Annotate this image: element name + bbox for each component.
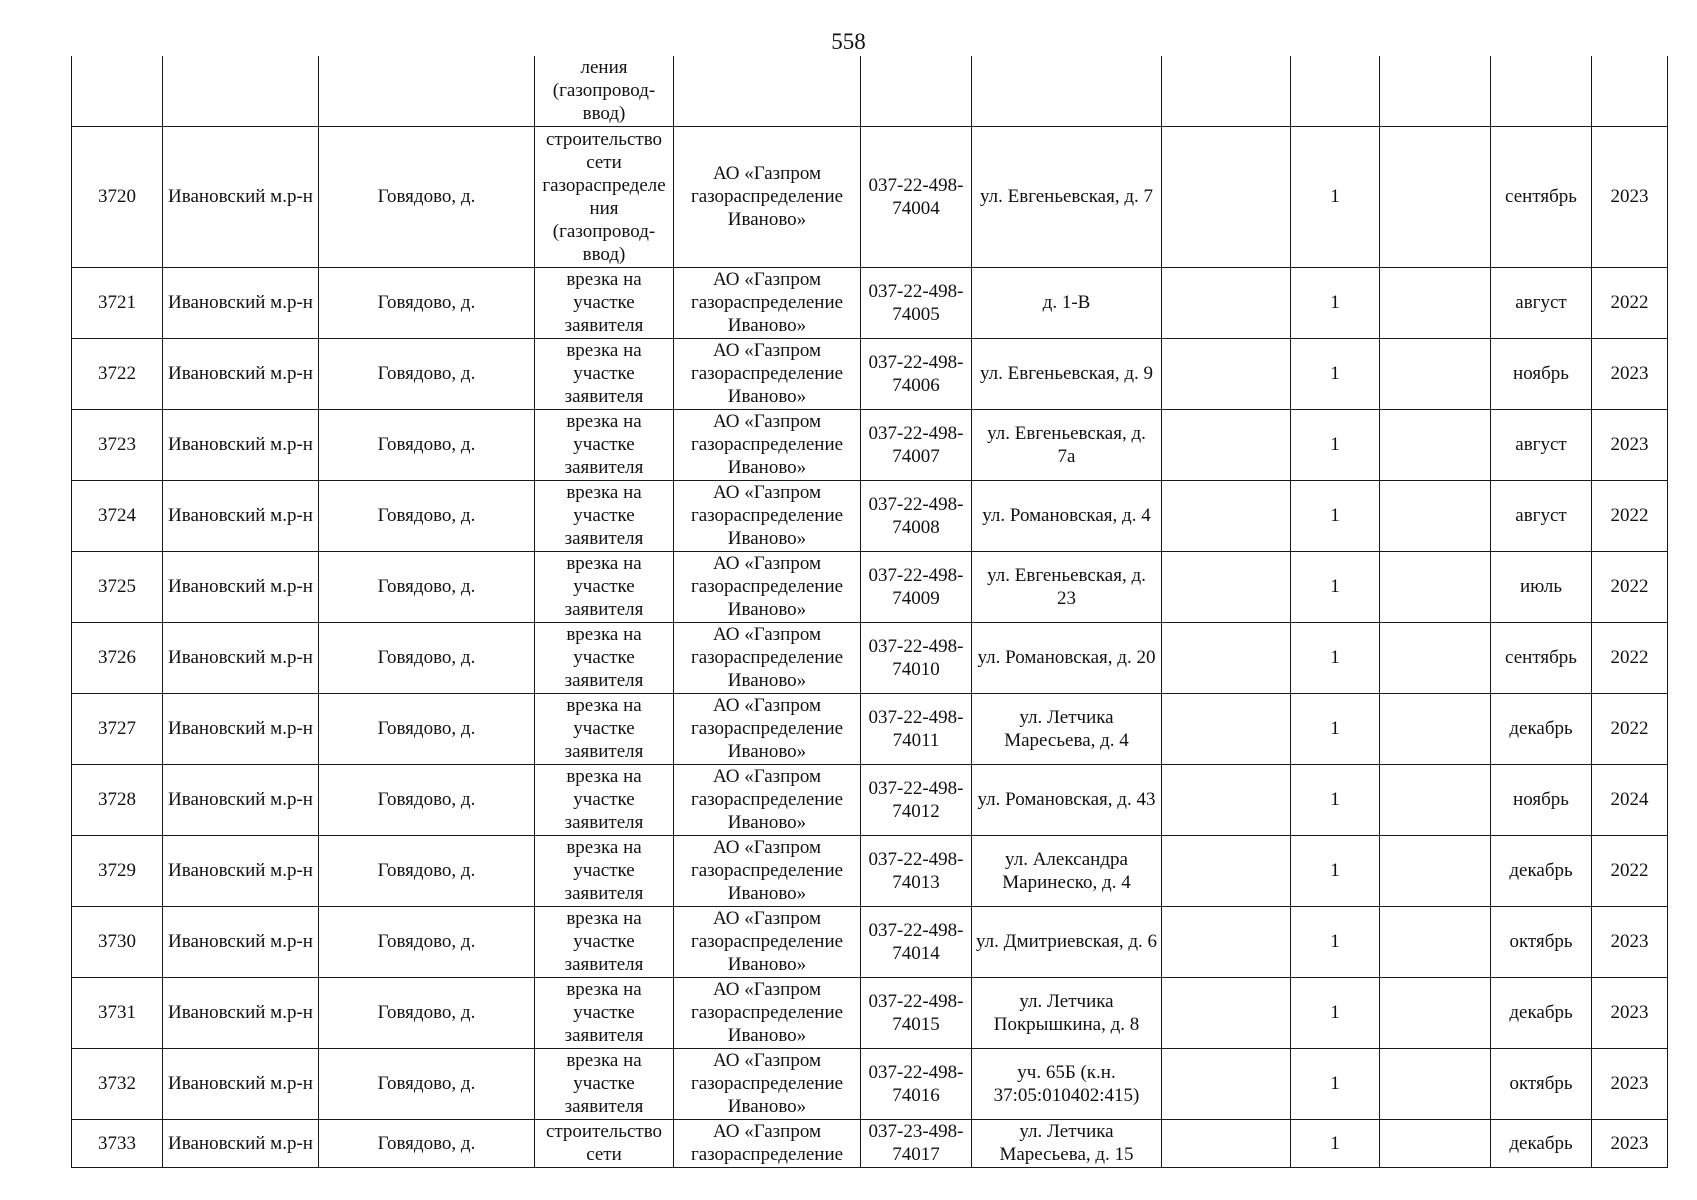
cell-num: 3722: [72, 338, 163, 409]
cell-district: Ивановский м.р-н: [163, 338, 319, 409]
cell-id: 037-22-498-74009: [861, 551, 972, 622]
cell-col10: [1380, 764, 1491, 835]
cell-org: АО «Газпром газораспределение Иваново»: [674, 126, 861, 267]
cell-district: Ивановский м.р-н: [163, 551, 319, 622]
cell-id: 037-22-498-74005: [861, 267, 972, 338]
cell-month: декабрь: [1491, 835, 1592, 906]
cell-district: Ивановский м.р-н: [163, 1119, 319, 1167]
cell-col8: [1162, 693, 1291, 764]
cell-col8: [1162, 267, 1291, 338]
cell-district: Ивановский м.р-н: [163, 126, 319, 267]
cell-locality: Говядово, д.: [319, 835, 535, 906]
cell-work-type: врезка на участке заявителя: [535, 693, 674, 764]
cell-org: АО «Газпром газораспределение Иваново»: [674, 835, 861, 906]
table-row: [72, 126, 1668, 267]
cell-month: декабрь: [1491, 693, 1592, 764]
cell-work-type: строительство сети газораспределения (газопровод-ввод): [535, 126, 674, 267]
cell-qty: 1: [1291, 409, 1380, 480]
cell-address: ул. Летчика Покрышкина, д. 8: [972, 977, 1162, 1048]
table-row: [72, 1048, 1668, 1119]
cell-year: 2022: [1592, 480, 1668, 551]
cell-district: Ивановский м.р-н: [163, 764, 319, 835]
cell-locality: Говядово, д.: [319, 1119, 535, 1167]
table-row: [72, 764, 1668, 835]
cell-org: АО «Газпром газораспределение Иваново»: [674, 693, 861, 764]
table-row: [72, 551, 1668, 622]
cell-month: декабрь: [1491, 1119, 1592, 1167]
cell-col10: [1380, 906, 1491, 977]
cell-org: АО «Газпром газораспределение Иваново»: [674, 622, 861, 693]
cell-num: [72, 56, 163, 126]
cell-qty: 1: [1291, 338, 1380, 409]
page-number: 558: [831, 29, 866, 54]
cell-qty: 1: [1291, 267, 1380, 338]
cell-month: сентябрь: [1491, 622, 1592, 693]
cell-col8: [1162, 977, 1291, 1048]
cell-col10: [1380, 126, 1491, 267]
cell-org: АО «Газпром газораспределение Иваново»: [674, 977, 861, 1048]
cell-id: 037-22-498-74012: [861, 764, 972, 835]
cell-col10: [1380, 56, 1491, 126]
continuation-row: [72, 56, 1668, 126]
cell-qty: 1: [1291, 977, 1380, 1048]
cell-col10: [1380, 622, 1491, 693]
cell-address: д. 1-В: [972, 267, 1162, 338]
cell-month: август: [1491, 480, 1592, 551]
cell-address: ул. Александра Маринеско, д. 4: [972, 835, 1162, 906]
cell-org: АО «Газпром газораспределение: [674, 1119, 861, 1167]
cell-col8: [1162, 480, 1291, 551]
cell-year: 2022: [1592, 622, 1668, 693]
cell-year: 2022: [1592, 551, 1668, 622]
cell-address: ул. Евгеньевская, д. 7: [972, 126, 1162, 267]
cell-id: 037-22-498-74014: [861, 906, 972, 977]
cell-month: июль: [1491, 551, 1592, 622]
cell-address: ул. Летчика Маресьева, д. 15: [972, 1119, 1162, 1167]
cell-month: ноябрь: [1491, 338, 1592, 409]
cell-work-type: ления (газопровод-ввод): [535, 56, 674, 126]
cell-locality: Говядово, д.: [319, 480, 535, 551]
table-row: [72, 977, 1668, 1048]
cell-col10: [1380, 977, 1491, 1048]
cell-work-type: врезка на участке заявителя: [535, 835, 674, 906]
cell-id: 037-22-498-74004: [861, 126, 972, 267]
cell-num: 3729: [72, 835, 163, 906]
cell-col8: [1162, 409, 1291, 480]
cell-id: 037-22-498-74013: [861, 835, 972, 906]
table-row: [72, 693, 1668, 764]
cell-locality: Говядово, д.: [319, 977, 535, 1048]
cell-year: 2023: [1592, 409, 1668, 480]
cell-col10: [1380, 267, 1491, 338]
cell-year: [1592, 56, 1668, 126]
cell-qty: 1: [1291, 622, 1380, 693]
cell-locality: [319, 56, 535, 126]
cell-work-type: врезка на участке заявителя: [535, 764, 674, 835]
cell-locality: Говядово, д.: [319, 693, 535, 764]
table-row: [72, 338, 1668, 409]
cell-col10: [1380, 551, 1491, 622]
cell-num: 3720: [72, 126, 163, 267]
cell-locality: Говядово, д.: [319, 551, 535, 622]
cell-locality: Говядово, д.: [319, 338, 535, 409]
cell-id: 037-22-498-74016: [861, 1048, 972, 1119]
cell-col8: [1162, 338, 1291, 409]
cell-year: 2022: [1592, 267, 1668, 338]
cell-address: ул. Евгеньевская, д. 9: [972, 338, 1162, 409]
cell-year: 2022: [1592, 835, 1668, 906]
cell-org: АО «Газпром газораспределение Иваново»: [674, 1048, 861, 1119]
cell-locality: Говядово, д.: [319, 764, 535, 835]
cell-col8: [1162, 1119, 1291, 1167]
cell-work-type: врезка на участке заявителя: [535, 480, 674, 551]
cell-year: 2023: [1592, 977, 1668, 1048]
cell-work-type: врезка на участке заявителя: [535, 409, 674, 480]
cell-year: 2023: [1592, 1048, 1668, 1119]
cell-num: 3721: [72, 267, 163, 338]
cell-num: 3724: [72, 480, 163, 551]
cell-month: сентябрь: [1491, 126, 1592, 267]
cell-col10: [1380, 409, 1491, 480]
cell-col8: [1162, 835, 1291, 906]
cell-col10: [1380, 693, 1491, 764]
table-row: [72, 622, 1668, 693]
cell-address: ул. Романовская, д. 20: [972, 622, 1162, 693]
cell-address: ул. Летчика Маресьева, д. 4: [972, 693, 1162, 764]
cell-id: 037-22-498-74015: [861, 977, 972, 1048]
table-row: [72, 1119, 1668, 1167]
cell-id: [861, 56, 972, 126]
cell-num: 3730: [72, 906, 163, 977]
cell-org: АО «Газпром газораспределение Иваново»: [674, 338, 861, 409]
cell-district: Ивановский м.р-н: [163, 267, 319, 338]
cell-locality: Говядово, д.: [319, 409, 535, 480]
table-body: [72, 56, 1668, 1167]
cell-num: 3728: [72, 764, 163, 835]
cell-org: [674, 56, 861, 126]
cell-district: Ивановский м.р-н: [163, 480, 319, 551]
cell-year: 2024: [1592, 764, 1668, 835]
cell-address: ул. Евгеньевская, д. 23: [972, 551, 1162, 622]
cell-org: АО «Газпром газораспределение Иваново»: [674, 267, 861, 338]
cell-work-type: врезка на участке заявителя: [535, 622, 674, 693]
cell-year: 2022: [1592, 693, 1668, 764]
cell-address: ул. Дмитриевская, д. 6: [972, 906, 1162, 977]
cell-num: 3723: [72, 409, 163, 480]
cell-district: Ивановский м.р-н: [163, 1048, 319, 1119]
cell-org: АО «Газпром газораспределение Иваново»: [674, 551, 861, 622]
cell-month: [1491, 56, 1592, 126]
cell-col8: [1162, 622, 1291, 693]
cell-address: ул. Романовская, д. 4: [972, 480, 1162, 551]
cell-col8: [1162, 551, 1291, 622]
cell-qty: 1: [1291, 480, 1380, 551]
cell-locality: Говядово, д.: [319, 1048, 535, 1119]
cell-num: 3725: [72, 551, 163, 622]
cell-col8: [1162, 1048, 1291, 1119]
cell-org: АО «Газпром газораспределение Иваново»: [674, 906, 861, 977]
cell-month: ноябрь: [1491, 764, 1592, 835]
cell-id: 037-22-498-74007: [861, 409, 972, 480]
cell-district: Ивановский м.р-н: [163, 977, 319, 1048]
cell-month: октябрь: [1491, 906, 1592, 977]
cell-qty: 1: [1291, 1048, 1380, 1119]
cell-address: уч. 65Б (к.н. 37:05:010402:415): [972, 1048, 1162, 1119]
cell-district: Ивановский м.р-н: [163, 835, 319, 906]
cell-district: [163, 56, 319, 126]
cell-org: АО «Газпром газораспределение Иваново»: [674, 764, 861, 835]
cell-year: 2023: [1592, 338, 1668, 409]
cell-col8: [1162, 56, 1291, 126]
cell-num: 3731: [72, 977, 163, 1048]
cell-col10: [1380, 338, 1491, 409]
cell-locality: Говядово, д.: [319, 126, 535, 267]
cell-district: Ивановский м.р-н: [163, 622, 319, 693]
table-row: [72, 409, 1668, 480]
cell-id: 037-22-498-74011: [861, 693, 972, 764]
cell-org: АО «Газпром газораспределение Иваново»: [674, 480, 861, 551]
cell-work-type: строительство сети: [535, 1119, 674, 1167]
cell-locality: Говядово, д.: [319, 622, 535, 693]
cell-org: АО «Газпром газораспределение Иваново»: [674, 409, 861, 480]
cell-locality: Говядово, д.: [319, 906, 535, 977]
cell-qty: 1: [1291, 906, 1380, 977]
cell-num: 3733: [72, 1119, 163, 1167]
cell-num: 3727: [72, 693, 163, 764]
table-row: [72, 906, 1668, 977]
cell-col10: [1380, 480, 1491, 551]
cell-num: 3726: [72, 622, 163, 693]
cell-qty: 1: [1291, 1119, 1380, 1167]
cell-address: [972, 56, 1162, 126]
cell-work-type: врезка на участке заявителя: [535, 267, 674, 338]
cell-work-type: врезка на участке заявителя: [535, 906, 674, 977]
cell-col10: [1380, 835, 1491, 906]
cell-work-type: врезка на участке заявителя: [535, 1048, 674, 1119]
cell-id: 037-22-498-74010: [861, 622, 972, 693]
cell-id: 037-23-498-74017: [861, 1119, 972, 1167]
cell-id: 037-22-498-74006: [861, 338, 972, 409]
cell-month: август: [1491, 267, 1592, 338]
cell-locality: Говядово, д.: [319, 267, 535, 338]
cell-col8: [1162, 764, 1291, 835]
cell-work-type: врезка на участке заявителя: [535, 977, 674, 1048]
cell-month: октябрь: [1491, 1048, 1592, 1119]
cell-district: Ивановский м.р-н: [163, 906, 319, 977]
cell-district: Ивановский м.р-н: [163, 693, 319, 764]
table-row: [72, 267, 1668, 338]
cell-month: август: [1491, 409, 1592, 480]
gas-connection-registry-table: [71, 56, 1668, 1168]
table-row: [72, 480, 1668, 551]
cell-id: 037-22-498-74008: [861, 480, 972, 551]
cell-qty: 1: [1291, 693, 1380, 764]
cell-district: Ивановский м.р-н: [163, 409, 319, 480]
cell-col8: [1162, 906, 1291, 977]
cell-year: 2023: [1592, 906, 1668, 977]
cell-qty: 1: [1291, 764, 1380, 835]
cell-col10: [1380, 1048, 1491, 1119]
cell-qty: 1: [1291, 126, 1380, 267]
cell-address: ул. Евгеньевская, д. 7а: [972, 409, 1162, 480]
cell-month: декабрь: [1491, 977, 1592, 1048]
cell-address: ул. Романовская, д. 43: [972, 764, 1162, 835]
table-row: [72, 835, 1668, 906]
cell-col8: [1162, 126, 1291, 267]
cell-col10: [1380, 1119, 1491, 1167]
cell-work-type: врезка на участке заявителя: [535, 551, 674, 622]
cell-year: 2023: [1592, 126, 1668, 267]
cell-work-type: врезка на участке заявителя: [535, 338, 674, 409]
cell-num: 3732: [72, 1048, 163, 1119]
cell-qty: 1: [1291, 551, 1380, 622]
cell-qty: 1: [1291, 835, 1380, 906]
cell-qty: [1291, 56, 1380, 126]
cell-year: 2023: [1592, 1119, 1668, 1167]
